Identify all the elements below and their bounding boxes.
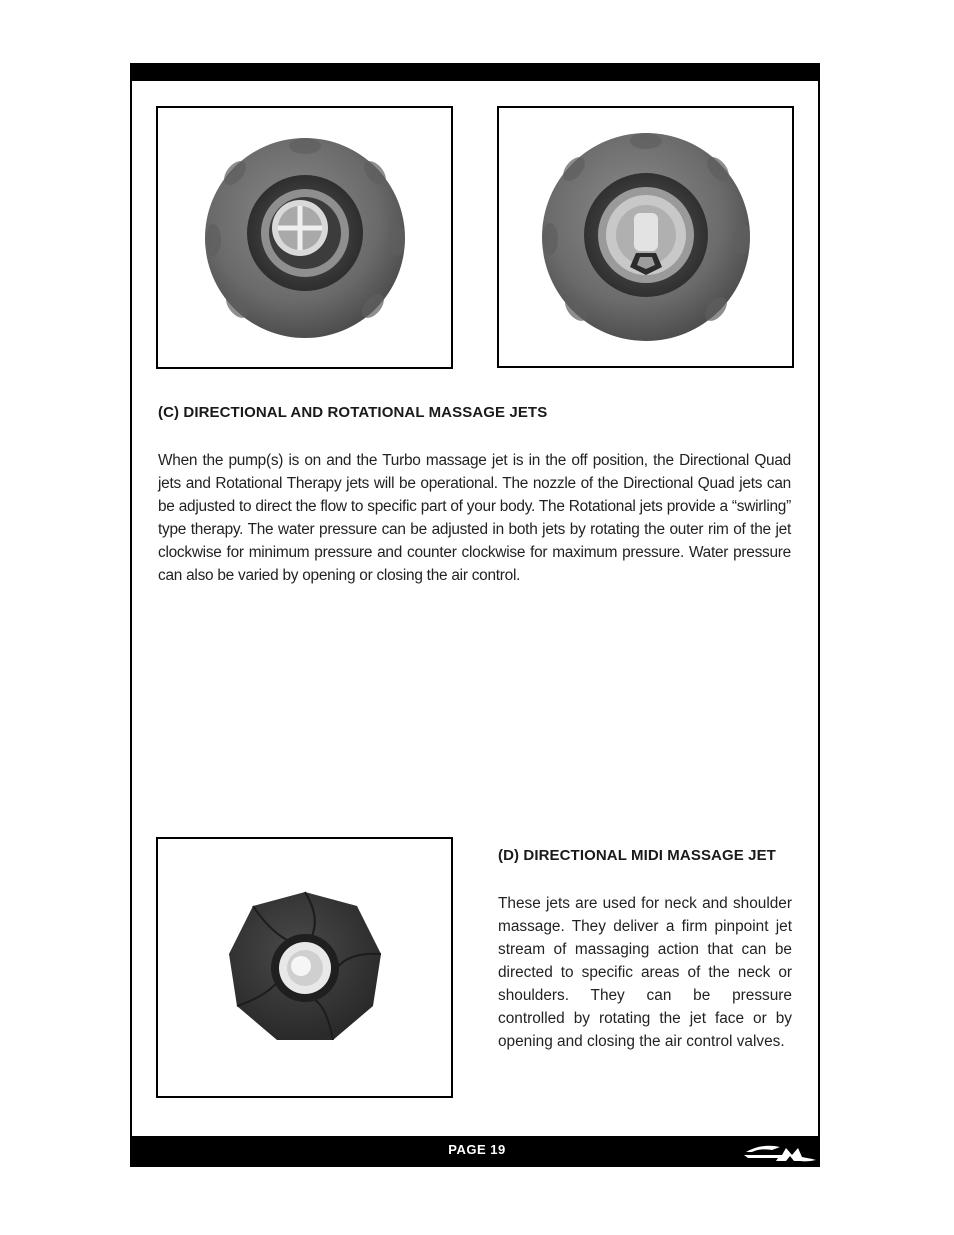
section-d-heading: (D) DIRECTIONAL MIDI MASSAGE JET xyxy=(498,847,776,864)
directional-quad-jet-photo xyxy=(156,106,453,369)
section-c-heading: (C) DIRECTIONAL AND ROTATIONAL MASSAGE JETS xyxy=(158,404,548,421)
section-d-paragraph: These jets are used for neck and shoulder massage. They deliver a firm pinpoint jet stream of massaging action that can be directed to specific areas of the neck or shoulders. They can be pressure controlled by rotating the jet face or by opening and closing the air control valves. xyxy=(498,895,792,1050)
midi-jet-image xyxy=(225,888,385,1048)
sm-brand-logo-icon xyxy=(742,1139,818,1165)
rotational-therapy-jet-photo xyxy=(497,106,794,368)
header-bar xyxy=(130,63,820,81)
section-c-paragraph: When the pump(s) is on and the Turbo massage jet is in the off position, the Directional Quad jets and Rotational Therapy jets will be operational. The nozzle of the Directional Quad jets can be adjusted to direct the flow to specific part of your body. The Rotational jets provide a “swirling” type therapy. The water pressure can be adjusted in both jets by rotating the outer rim of the jet clockwise for minimum pressure and counter clockwise for maximum pressure. Water pressure can also be varied by opening or closing the air control. xyxy=(158,452,791,584)
quad-jet-image xyxy=(195,128,415,348)
page-number: PAGE 19 xyxy=(448,1142,506,1157)
rotational-jet-image xyxy=(534,125,758,349)
directional-midi-jet-photo xyxy=(156,837,453,1098)
